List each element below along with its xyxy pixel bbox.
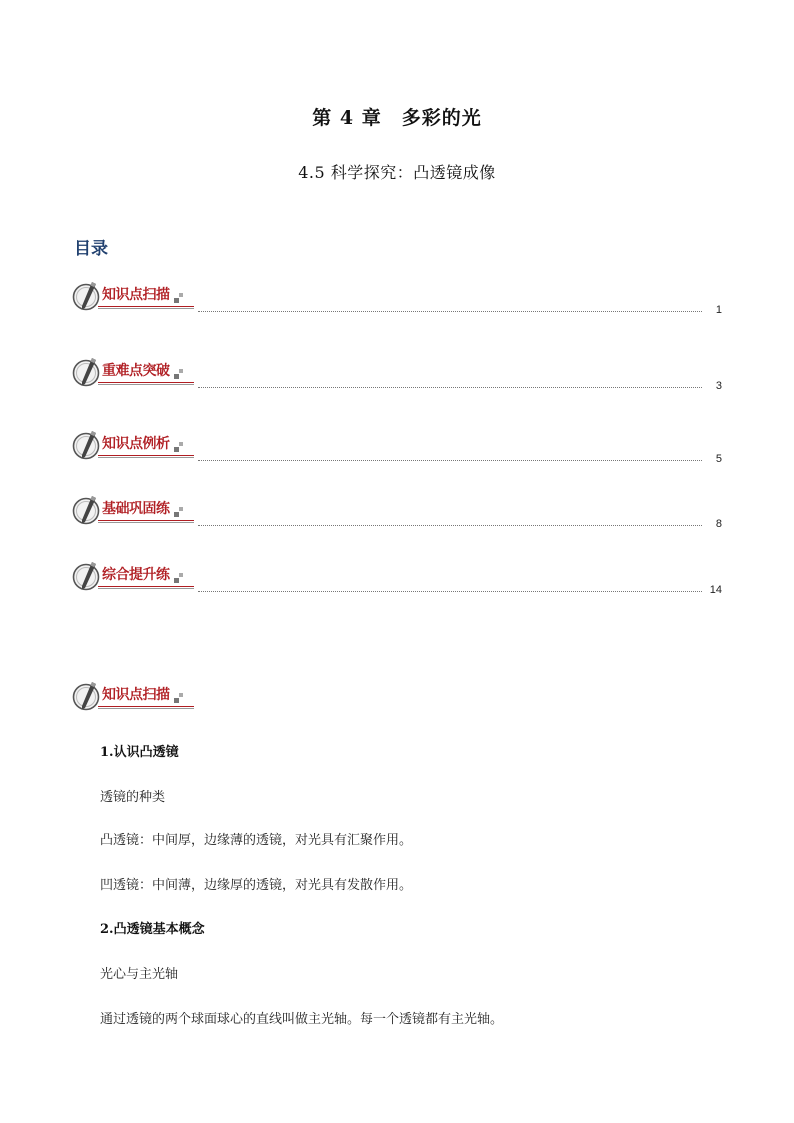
toc-leader-dots [198, 460, 702, 461]
paragraph: 光心与主光轴 [100, 967, 179, 982]
toc-page-number: 1 [715, 304, 722, 316]
paragraph: 凹透镜：中间薄，边缘厚的透镜，对光具有发散作用。 [100, 878, 413, 893]
section-badge [72, 429, 196, 463]
toc-entry-comprehensive-practice[interactable] [72, 560, 722, 594]
section-header-knowledge-scan [72, 680, 202, 714]
section-badge [72, 680, 196, 714]
toc-entry-key-difficulties[interactable] [72, 356, 722, 390]
chapter-title: 第 4 章 多彩的光 [312, 107, 482, 129]
toc-entry-examples[interactable] [72, 429, 722, 463]
toc-entry-knowledge-scan[interactable] [72, 280, 722, 314]
subheading-basic-concepts: 2.凸透镜基本概念 [100, 922, 205, 937]
toc-page-number: 3 [715, 380, 722, 392]
toc-leader-dots [198, 591, 702, 592]
section-badge [72, 280, 196, 314]
toc-entry-label: 综合提升练 [102, 567, 170, 583]
section-badge [72, 356, 196, 390]
paragraph: 凸透镜：中间厚，边缘薄的透镜，对光具有汇聚作用。 [100, 833, 413, 848]
section-badge [72, 560, 196, 594]
toc-entry-label: 基础巩固练 [102, 501, 170, 517]
toc-page-number: 5 [715, 453, 722, 465]
toc-entry-basic-practice[interactable] [72, 494, 722, 528]
toc-entry-label: 重难点突破 [102, 363, 170, 379]
toc-page-number: 8 [715, 518, 722, 530]
toc-heading: 目录 [74, 239, 108, 259]
toc-leader-dots [198, 311, 702, 312]
section-badge [72, 494, 196, 528]
paragraph: 通过透镜的两个球面球心的直线叫做主光轴。每一个透镜都有主光轴。 [100, 1012, 504, 1027]
toc-leader-dots [198, 387, 702, 388]
toc-entry-label: 知识点例析 [102, 436, 170, 452]
toc-page-number: 14 [709, 584, 722, 596]
paragraph: 透镜的种类 [100, 790, 166, 805]
section-badge-label: 知识点扫描 [102, 687, 170, 703]
toc-leader-dots [198, 525, 702, 526]
subheading-convex-lens: 1.认识凸透镜 [100, 745, 179, 760]
section-title: 4.5 科学探究：凸透镜成像 [298, 163, 496, 182]
toc-entry-label: 知识点扫描 [102, 287, 170, 303]
